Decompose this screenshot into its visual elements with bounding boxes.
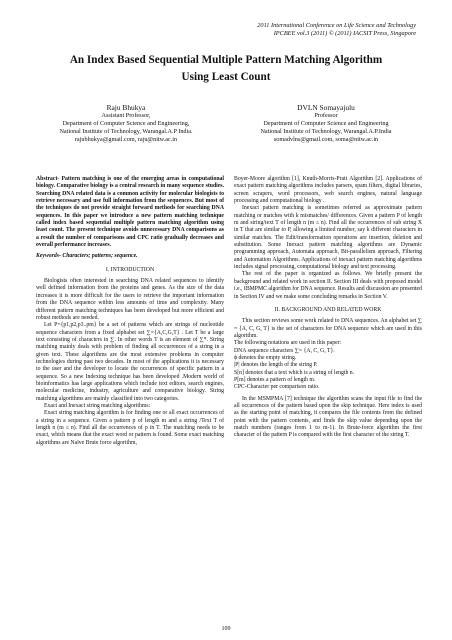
author-role: Professor [314,112,338,119]
notation-intro: The following notations are used in this paper: [234,340,342,347]
right-column [234,176,422,440]
notation-item: |P| denotes the length of the string P. [234,362,318,369]
author-block [28,103,424,144]
paper-title [30,52,422,86]
author-institution: National Institute of Technology, Warangal.A.P.India [260,127,392,135]
notation-item: P[m] denotes a pattern of length m. [234,376,316,383]
paragraph: Exact string matching algorithm is for finding one or all exact occurrences of a string in a sequence. Given a pattern p of length m and a string /Text T of length n (m ≤ n). Find all the occurrences of p in T. The matching needs to be exact, which means that the exact word or pattern is found. Some exact matching algorithms are Naïve Brute force algorithm, [36,410,224,446]
author-email: rajubhukya@gmail.com, raju@nitw.ac.in [74,135,178,143]
author-1 [28,103,224,144]
notation-item: ϕ denotes the empty string. [234,354,297,361]
paragraph: The rest of the paper is organized as follows. We briefly present the background and related work in section II. Section III deals with proposed model i.e., IBMPMC algorithm for DNA sequence. Results and discussion are presented in Section IV and we make some concluding remarks in Section V. [234,271,422,300]
section-heading-introduction: I. INTRODUCTION [105,266,155,273]
abstract: Abstract- Pattern matching is one of the emerging areas in computational biology. Comparative biology is a central research in many sequence studies. Searching DNA related data is a common activity for molecular biologists to retrieve necessary and use full information from the sequences. But most of the techniques do not provide straight forward methods for searching DNA sequences. In this paper we introduce a new pattern matching technique called index based sequential multiple pattern matching algorithm using least count. The present technique avoids unnecessary DNA comparisons as a result the number of comparisons and CPC ratio gradually decreases and overall performance increases. [36,176,224,249]
conference-line: 2011 International Conference on Life Science and Technology [257,22,416,29]
title-line-2: Using Least Count [181,71,271,83]
paragraph: This section reviews some work related to DNA sequences. An alphabet set ∑ = {A, C, G, T} is the set of characters for DNA sequence which are used in this algorithm. [234,318,422,339]
author-role: Assistant Professor, [101,112,151,119]
section-heading-background: II. BACKGROUND AND RELATED WORK [274,306,382,313]
paragraph: Biologists often interested in searching DNA related sequences to identify well defined information from the proteins and genes. As the size of the data increases it is more difficult for the users to retrieve the important information from the DNA sequence within less amounts of time and complexity. Many different pattern matching techniques has been developed but more efficient and robust methods are needed. [36,278,224,321]
author-department: Department of Computer Science and Engineering [263,119,389,127]
keywords: Keywords- Characters; patterns; sequence. [36,253,138,260]
notation-item: DNA sequence characters ∑= {A, C, G, T}. [234,347,335,354]
author-institution: National Institute of Technology, Warangal.A.P India. [59,127,193,135]
paragraph: In the MSMPMA [7] technique the algorithm scans the input file to find the all occurrences of the pattern based upon the skip technique. Here index is used as the starting point of matching, it compares the file contents from the defined point with the pattern contents, and finds the skip value depending upon the match numbers (ranges from 1 to m-1). In Brute-force algorithm the first character of the pattern P is compared with the first character of the string T. [234,395,422,439]
title-line-1: An Index Based Sequential Multiple Pattern Matching Algorithm [69,54,383,66]
proceedings-line: IPCBEE vol.3 (2011) © (2011) IACSIT Press, Singapore [273,30,416,37]
author-name: DVLN Somayajulu [297,103,355,112]
left-column [36,176,224,447]
notation-item: S[n] denotes that a text which is a string of length n. [234,369,355,376]
paragraph: Exact and Inexact string matching algorithms: [44,402,151,409]
paragraph: Inexact pattern matching is sometimes referred as approximate pattern matching or matches with k mismatches/ differences. Given a pattern P of length m and string/text T of length n (m ≤ n). Find all the occurrences of sub string X in T that are similar to P, allowing a limited number, say k different characters in similar matches. The Edit/transformation operations are insertion, deletion and substitution. Some Inexact pattern matching algorithms are Dynamic programming approach, Automata approach, Bit-parallelism approach, Filtering and Automation Algorithms. Applications of inexact pattern matching algorithms includes signal processing, computational biology and text processing. [234,205,422,271]
author-department: Department of Computer Science and Engineering, [62,119,190,127]
notation-item: CPC-Character per comparison ratio. [234,384,320,391]
author-name: Raju Bhukya [106,103,146,112]
page-number: 109 [221,626,231,632]
paragraph: Let P={p1,p2,p3..pm} be a set of patterns which are strings of nucleotide sequence characters from a fixed alphabet set ∑={A,C,G,T} . Let T be a large text consisting of characters in ∑. In other words T is an element of ∑*. String matching mainly deals with problem of finding all occurrences of a string in a given text. These algorithms are the most extensive problems in computer technologies during past two decades. In most of the applications it is necessary to the user and the developer to locate the occurrences of specific pattern in a sequence. So a new Indexing technique has been developed .Modern world of bioinformatics has large applications which include text editors, search engines, molecular medicine, industry, agriculture and comparative biology. String matching algorithms are mainly classified into two categories. [36,322,224,402]
author-email: somadvlns@gmail.com, soma@nitw.ac.in [273,135,379,143]
author-2 [228,103,424,144]
paragraph: Boyer-Moore algorithm [1], Knuth-Morris-Pratt Algorithm [2]. Applications of exact pattern matching algorithms includes parsers, spam filters, digital libraries, screen scrapers, word processors, web search engines, natural language processing and computational biology . [234,176,422,205]
conference-header [257,22,416,38]
